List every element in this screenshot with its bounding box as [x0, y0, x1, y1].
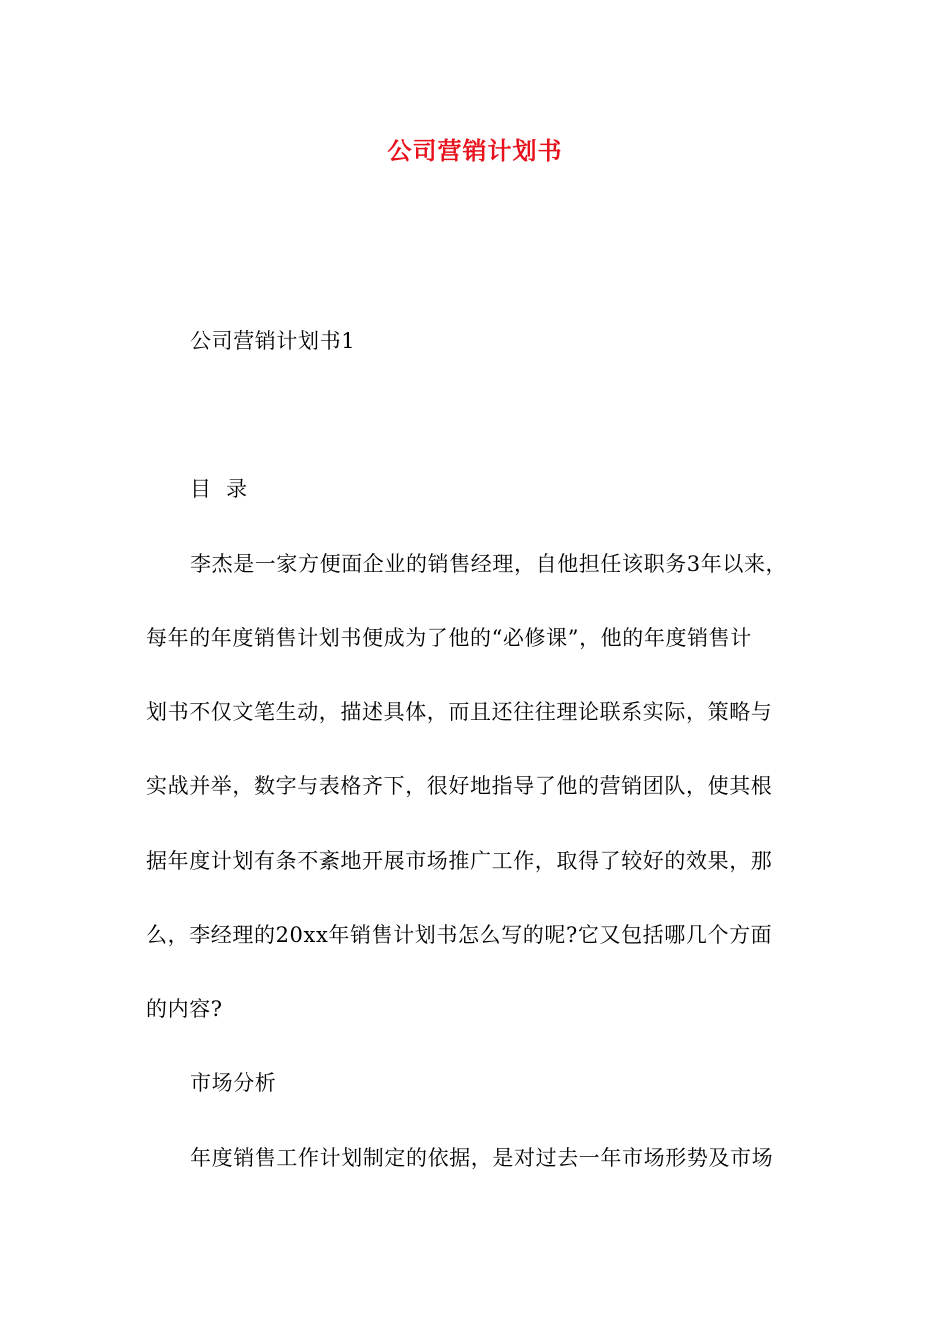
- document-title: 公司营销计划书: [387, 137, 563, 165]
- paragraph-line: 划书不仅文笔生动，描述具体，而且还往往理论联系实际，策略与: [146, 700, 773, 724]
- paragraph-line: 么，李经理的20xx年销售计划书怎么写的呢?它又包括哪几个方面: [146, 923, 773, 947]
- paragraph-line: 实战并举，数字与表格齐下，很好地指导了他的营销团队，使其根: [146, 774, 773, 798]
- paragraph-line: 的内容?: [146, 997, 223, 1021]
- paragraph-line: 李杰是一家方便面企业的销售经理，自他担任该职务3年以来，: [190, 552, 788, 576]
- toc-label: 目 录: [190, 477, 248, 501]
- paragraph-line: 每年的年度销售计划书便成为了他的“必修课”，他的年度销售计: [146, 626, 752, 650]
- section-heading-market: 市场分析: [190, 1071, 277, 1095]
- paragraph-line: 据年度计划有条不紊地开展市场推广工作，取得了较好的效果，那: [146, 849, 773, 873]
- section-heading: 公司营销计划书1: [190, 329, 356, 353]
- paragraph-line: 年度销售工作计划制定的依据，是对过去一年市场形势及市场: [190, 1146, 774, 1170]
